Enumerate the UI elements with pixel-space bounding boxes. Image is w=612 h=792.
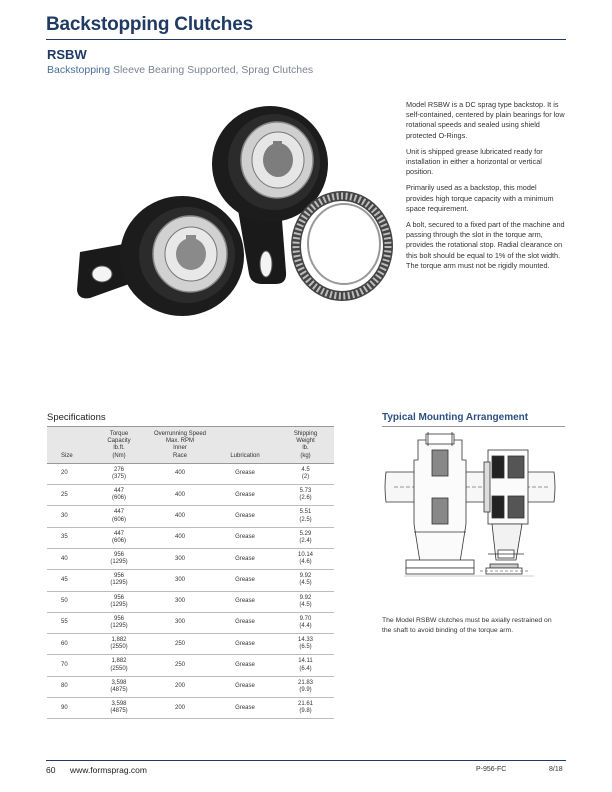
torque-value: 956 [113,615,124,622]
table-row [47,549,334,570]
cell-size: 25 [47,485,91,506]
header-line: (kg) [300,452,311,459]
weight-value: 9.92 [299,573,312,580]
cell-weight [277,676,334,697]
torque-nm: (2550) [110,665,128,672]
cell-lubrication: Grease [213,591,277,612]
torque-nm: (4875) [110,686,128,693]
cell-size: 60 [47,634,91,655]
table-row [47,655,334,676]
cell-size: 20 [47,463,91,484]
header-line: Max. RPM [165,438,194,445]
table-header-row [47,427,334,463]
subtitle-rest: Sleeve Bearing Supported, Sprag Clutches [110,64,314,76]
header-line: Capacity [107,438,131,445]
torque-value: 447 [113,509,124,516]
table-row [47,570,334,591]
weight-value: 4.5 [301,466,310,473]
cell-rpm: 400 [147,506,213,527]
cell-weight [277,612,334,633]
cell-lubrication: Grease [213,463,277,484]
cell-torque [91,549,147,570]
description-paragraph: Primarily used as a backstop, this model provides high torque capacity with a minimum space requirement. [406,183,554,213]
header-line: Shipping [293,431,318,437]
specifications-title: Specifications [47,412,106,423]
weight-value: 9.92 [299,594,312,601]
cell-rpm: 200 [147,676,213,697]
mounting-drawing [384,432,564,608]
cell-weight [277,549,334,570]
header-line: Overrunning Speed [153,431,207,437]
weight-kg: (4.6) [299,559,312,566]
torque-nm: (1295) [110,601,128,608]
specifications-table-container [47,426,334,719]
cell-weight [277,591,334,612]
table-row [47,485,334,506]
cell-lubrication: Grease [213,676,277,697]
weight-kg: (6.5) [299,644,312,651]
cell-torque [91,570,147,591]
weight-kg: (9.8) [299,708,312,715]
cell-torque [91,634,147,655]
weight-kg: (2.5) [299,516,312,523]
torque-value: 1,882 [111,658,127,665]
footer-url[interactable]: www.formsprag.com [70,765,147,775]
cell-weight [277,485,334,506]
title-divider [46,39,566,40]
torque-value: 956 [113,594,124,601]
mounting-divider [382,426,565,427]
footer-divider [46,760,566,761]
cell-lubrication: Grease [213,549,277,570]
torque-value: 276 [113,466,124,473]
cell-rpm: 400 [147,463,213,484]
cell-rpm: 300 [147,591,213,612]
cell-size: 70 [47,655,91,676]
subtitle-strong: Backstopping [47,64,111,76]
cell-torque [91,676,147,697]
weight-kg: (2) [301,473,310,480]
torque-nm: (375) [111,473,126,480]
header-line: Inner [173,445,187,452]
cell-torque [91,506,147,527]
cell-lubrication: Grease [213,570,277,591]
torque-nm: (1295) [110,559,128,566]
cell-lubrication: Grease [213,634,277,655]
cell-lubrication: Grease [213,506,277,527]
cell-rpm: 300 [147,612,213,633]
product-subtitle [47,64,313,76]
weight-value: 14.11 [298,658,313,665]
cell-size: 45 [47,570,91,591]
table-row [47,506,334,527]
cell-size: 30 [47,506,91,527]
header-line: lb.ft. [113,445,125,452]
weight-kg: (2.4) [299,537,312,544]
cell-rpm: 400 [147,527,213,548]
weight-kg: (9.9) [299,686,312,693]
page-title: Backstopping Clutches [46,14,253,35]
torque-value: 3,598 [111,679,127,686]
table-row [47,612,334,633]
header-line: lb. [302,445,309,452]
cell-torque [91,698,147,719]
cell-lubrication: Grease [213,612,277,633]
weight-value: 21.61 [297,701,313,708]
header-size [47,427,91,463]
torque-nm: (1295) [110,580,128,587]
header-line: (Nm) [112,452,126,459]
cell-weight [277,506,334,527]
weight-value: 5.29 [299,530,312,537]
torque-value: 956 [113,551,124,558]
specifications-table-body [47,463,334,719]
mounting-caption: The Model RSBW clutches must be axially restrained on the shaft to avoid binding of the torque arm. [382,617,552,634]
weight-kg: (4.5) [299,580,312,587]
cell-size: 40 [47,549,91,570]
weight-value: 14.33 [297,637,313,644]
table-row [47,676,334,697]
cell-rpm: 250 [147,655,213,676]
cell-rpm: 200 [147,698,213,719]
torque-nm: (4875) [110,708,128,715]
cell-lubrication: Grease [213,485,277,506]
weight-value: 5.51 [299,509,312,516]
header-line: Lubrication [230,452,260,459]
torque-nm: (1295) [110,623,128,630]
product-description [406,100,566,277]
table-row [47,634,334,655]
cell-torque [91,485,147,506]
header-torque [91,427,147,463]
description-paragraph: A bolt, secured to a fixed part of the machine and passing through the slot in the torque arm, provides the rotational stop. Radial clearance on this bolt should be equal to 1% of the slot width. The torque arm must not be rigidly mounted. [406,220,565,270]
weight-value: 21.83 [297,679,313,686]
torque-nm: (606) [111,516,126,523]
header-line: Size [61,452,73,459]
catalog-code: P-956-FC [476,766,507,773]
description-paragraph: Model RSBW is a DC sprag type backstop. It is self-contained, centered by plain bearings for low rotational speeds and sealed using shield protected O-Rings. [406,100,565,140]
description-paragraph: Unit is shipped grease lubricated ready for installation in either a horizontal or vertical position. [406,146,543,177]
torque-value: 447 [113,488,124,495]
cell-size: 50 [47,591,91,612]
catalog-date: 8/18 [549,766,563,773]
cell-weight [277,570,334,591]
cell-rpm: 250 [147,634,213,655]
torque-nm: (606) [111,495,126,502]
cell-lubrication: Grease [213,527,277,548]
table-row [47,698,334,719]
weight-value: 9.70 [299,615,312,622]
header-speed [147,427,213,463]
table-row [47,527,334,548]
weight-value: 10.14 [297,551,313,558]
header-line: Weight [296,438,315,445]
cell-weight [277,698,334,719]
torque-value: 1,882 [111,637,127,644]
torque-value: 956 [113,573,124,580]
cell-torque [91,463,147,484]
cell-lubrication: Grease [213,698,277,719]
torque-value: 447 [113,530,124,537]
torque-nm: (2550) [110,644,128,651]
model-name: RSBW [47,47,87,62]
cell-torque [91,655,147,676]
table-row [47,591,334,612]
cell-weight [277,655,334,676]
weight-kg: (4.5) [299,601,312,608]
cell-lubrication: Grease [213,655,277,676]
cell-torque [91,612,147,633]
weight-kg: (6.4) [299,665,312,672]
weight-kg: (2.6) [299,495,312,502]
torque-value: 3,598 [111,701,127,708]
header-weight [277,427,334,463]
weight-value: 5.73 [299,488,312,495]
cell-rpm: 300 [147,549,213,570]
product-photo [44,84,404,324]
cell-weight [277,527,334,548]
specifications-table [47,427,334,719]
cell-torque [91,527,147,548]
cell-weight [277,634,334,655]
weight-kg: (4.4) [299,623,312,630]
header-lubrication [213,427,277,463]
cell-rpm: 400 [147,485,213,506]
header-line: Race [172,452,187,459]
torque-nm: (606) [111,537,126,544]
cell-size: 55 [47,612,91,633]
page-number: 60 [46,765,56,775]
mounting-title: Typical Mounting Arrangement [382,412,529,423]
cell-weight [277,463,334,484]
table-row [47,463,334,484]
header-line: Torque [109,431,129,437]
cell-size: 90 [47,698,91,719]
cell-size: 80 [47,676,91,697]
cell-torque [91,591,147,612]
cell-rpm: 300 [147,570,213,591]
cell-size: 35 [47,527,91,548]
